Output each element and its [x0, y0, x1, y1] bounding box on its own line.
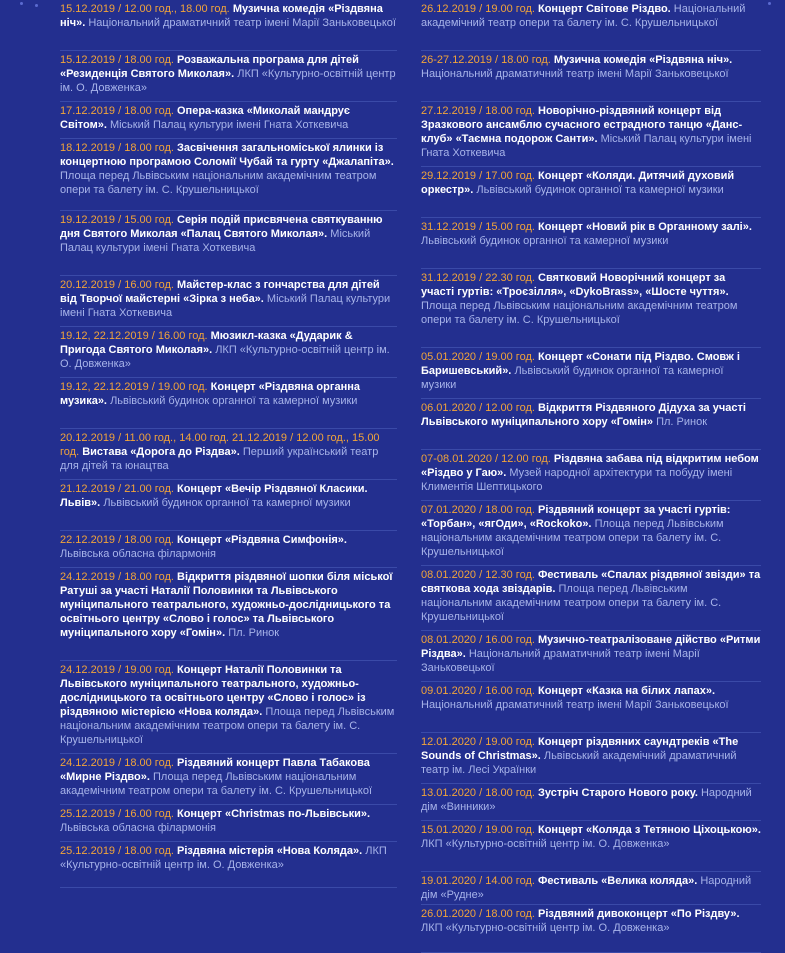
event-date: 29.12.2019 / 17.00 год. — [421, 170, 535, 182]
event-venue: Міський Палац культури імені Гната Хоткевича — [109, 119, 349, 131]
event-title: Концерт «Коляди. Дитячий духовий оркестр». — [421, 170, 735, 196]
event-date: 20.12.2019 / 11.00 год., 14.00 год. 21.12.2019 / 12.00 год., 15.00 год. — [60, 432, 380, 458]
event-title: Різдвяний концерт за участі гуртів: «Торбан», «ягОди», «Rockoko». — [421, 504, 731, 530]
event-venue: Площа перед Львівським національним академічним театром опери та балету ім. С. Крушельницької — [60, 706, 395, 746]
event-item — [60, 276, 397, 327]
event-date: 24.12.2019 / 18.00 год. — [60, 571, 174, 583]
event-item — [60, 139, 397, 211]
event-date: 25.12.2019 / 16.00 год. — [60, 808, 174, 820]
event-item — [421, 821, 761, 872]
event-title: Зустріч Старого Нового року. — [538, 787, 698, 799]
event-venue: Національний драматичний театр імені Марії Заньковецької — [88, 17, 396, 29]
event-date: 19.12.2019 / 15.00 год. — [60, 214, 174, 226]
event-date: 27.12.2019 / 18.00 год. — [421, 105, 535, 117]
event-venue: Львівський будинок органної та камерної музики — [476, 184, 724, 196]
event-date: 24.12.2019 / 19.00 год. — [60, 664, 174, 676]
event-item — [60, 327, 397, 378]
event-venue: Музей народної архітектури та побуду імені Климентія Шептицького — [421, 467, 733, 493]
event-venue: Площа перед Львівським національним академічним театром опери та балету ім. С. Крушельницької — [421, 300, 738, 326]
event-date: 13.01.2020 / 18.00 год. — [421, 787, 535, 799]
event-title: Відкриття Різдвяного Дідуха за участі Львівського муніципального хору «Гомін» — [421, 402, 746, 428]
event-venue: Пл. Ринок — [656, 416, 708, 428]
event-item — [421, 631, 761, 682]
event-venue: Площа перед Львівським національним академічним театром опери та балету ім. С. Крушельницької — [421, 583, 722, 623]
event-venue: ЛКП «Культурно-освітній центр ім. О. Довженка» — [60, 344, 390, 370]
event-item — [60, 480, 397, 531]
event-title: Музично-театралізоване дійство «Ритми Різдва». — [421, 634, 761, 660]
event-venue: ЛКП «Культурно-освітній центр ім. О. Довженка» — [421, 838, 670, 850]
event-date: 18.12.2019 / 18.00 год. — [60, 142, 174, 154]
event-venue: Міський Палац культури імені Гната Хоткевича — [421, 133, 752, 159]
events-column-right — [421, 0, 761, 953]
event-item — [421, 872, 761, 905]
event-item — [60, 211, 397, 276]
event-item — [60, 568, 397, 661]
event-date: 19.01.2020 / 14.00 год. — [421, 875, 535, 887]
event-venue: Львівський будинок органної та камерної музики — [421, 365, 724, 391]
event-title: Концерт «Різдвяна Симфонія». — [177, 534, 347, 546]
event-date: 15.01.2020 / 19.00 год. — [421, 824, 535, 836]
event-item — [421, 784, 761, 821]
event-title: Серія подій присвячена святкуванню дня Святого Миколая «Палац Святого Миколая». — [60, 214, 383, 240]
event-venue: ЛКП «Культурно-освітній центр ім. О. Довженка» — [60, 68, 396, 94]
event-title: Концерт «Вечір Різдвяної Класики. Львів». — [60, 483, 368, 509]
event-item — [421, 102, 761, 167]
event-title: Концерт різдвяних саундтреків «The Sounds of Christmas». — [421, 736, 739, 762]
event-title: Концерт «Різдвяна органна музика». — [60, 381, 360, 407]
event-date: 12.01.2020 / 19.00 год. — [421, 736, 535, 748]
event-item — [421, 566, 761, 631]
event-item — [421, 399, 761, 450]
event-venue: Львівський будинок органної та камерної музики — [421, 235, 669, 247]
event-title: Концерт «Сонати під Різдво. Смовж і Баришевський». — [421, 351, 740, 377]
event-title: Відкриття різдвяної шопки біля міської Ратуші за участі Наталії Половинки та Львівського муніципального театрального, художньо-дослідницького та освітнього центру «Слово і голос» та Львівського муніципального хору «Гомін». — [60, 571, 393, 639]
event-title: Фестиваль «Велика коляда». — [538, 875, 698, 887]
event-title: Вистава «Дорога до Різдва». — [82, 446, 240, 458]
event-date: 24.12.2019 / 18.00 год. — [60, 757, 174, 769]
event-date: 06.01.2020 / 12.00 год. — [421, 402, 535, 414]
event-title: Різдвяна забава під відкритим небом «Різдво у Гаю». — [421, 453, 759, 479]
event-venue: Національний академічний театр опери та балету ім. С. Крушельницької — [421, 3, 746, 29]
event-venue: Міський Палац культури імені Гната Хоткевича — [60, 228, 371, 254]
event-venue: Народний дім «Винники» — [421, 787, 752, 813]
event-venue: Площа перед Львівським національним академічним театром опери та балету ім. С. Крушельницької — [421, 518, 724, 558]
event-venue: Площа перед Львівським національним академічним театром опери та балету ім. С. Крушельницької — [60, 170, 377, 196]
event-item — [60, 661, 397, 754]
event-date: 20.12.2019 / 16.00 год. — [60, 279, 174, 291]
event-title: Мюзикл-казка «Дударик & Пригода Святого Миколая». — [60, 330, 353, 356]
event-item — [60, 805, 397, 842]
event-item — [421, 218, 761, 269]
event-date: 08.01.2020 / 16.00 год. — [421, 634, 535, 646]
event-venue: Пл. Ринок — [228, 627, 280, 639]
event-title: Майстер-клас з гончарства для дітей від Творчої майстерні «Зірка з неба». — [60, 279, 380, 305]
event-venue: Народний дім «Рудне» — [421, 875, 752, 901]
event-venue: Площа перед Львівським національним академічним театром опери та балету ім. С. Крушельницької — [60, 771, 373, 797]
event-title: Святковий Новорічний концерт за участі гуртів: «Троєзілля», «DykoBrass», «Шосте чуття». — [421, 272, 729, 298]
event-venue: ЛКП «Культурно-освітній центр ім. О. Довженка» — [60, 845, 387, 871]
event-date: 08.01.2020 / 12.30 год. — [421, 569, 535, 581]
event-date: 15.12.2019 / 12.00 год., 18.00 год. — [60, 3, 230, 15]
event-item — [60, 51, 397, 102]
event-title: Фестиваль «Спалах різдвяної звізди» та святкова хода звіздарів. — [421, 569, 761, 595]
event-title: Новорічно-різдвяний концерт від Зразкового ансамблю сучасного естрадного танцю «Данс-клуб» «Таємна подорож Санти». — [421, 105, 743, 145]
event-title: Концерт «Казка на білих лапах». — [538, 685, 716, 697]
event-title: Концерт «Christmas по-Львівськи». — [177, 808, 371, 820]
event-date: 26-27.12.2019 / 18.00 год. — [421, 54, 551, 66]
event-item — [60, 0, 397, 51]
event-date: 26.01.2020 / 18.00 год. — [421, 908, 535, 920]
event-item — [421, 0, 761, 51]
event-item — [421, 348, 761, 399]
event-venue: Міський Палац культури імені Гната Хоткевича — [60, 293, 391, 319]
event-venue: Національний драматичний театр імені Марії Заньковецької — [421, 699, 729, 711]
event-venue: Львівська обласна філармонія — [60, 548, 216, 560]
event-title: Музична комедія «Різдвяна ніч». — [60, 3, 383, 29]
event-item — [421, 905, 761, 953]
event-date: 15.12.2019 / 18.00 год. — [60, 54, 174, 66]
event-item — [421, 501, 761, 566]
event-date: 07-08.01.2020 / 12.00 год. — [421, 453, 551, 465]
event-date: 07.01.2020 / 18.00 год. — [421, 504, 535, 516]
event-date: 31.12.2019 / 22.30 год. — [421, 272, 535, 284]
event-item — [421, 682, 761, 733]
event-title: Концерт Світове Різдво. — [538, 3, 671, 15]
event-date: 21.12.2019 / 21.00 год. — [60, 483, 174, 495]
event-title: Різдвяна містерія «Нова Коляда». — [177, 845, 363, 857]
event-item — [421, 269, 761, 348]
event-item — [60, 102, 397, 139]
event-item — [421, 450, 761, 501]
event-date: 09.01.2020 / 16.00 год. — [421, 685, 535, 697]
events-column-left — [60, 0, 397, 888]
event-venue: Львівський академічний драматичний театр ім. Лесі Українки — [421, 750, 737, 776]
event-title: Різдвяний концерт Павла Табакова «Мирне Різдво». — [60, 757, 370, 783]
event-venue: Львівський будинок органної та камерної музики — [103, 497, 351, 509]
event-date: 05.01.2020 / 19.00 год. — [421, 351, 535, 363]
event-venue: Національний драматичний театр імені Марії Заньковецької — [421, 68, 729, 80]
event-date: 31.12.2019 / 15.00 год. — [421, 221, 535, 233]
event-title: Концерт Наталії Половинки та Львівського муніципального театрального, художньо-дослідницького та освітнього центру «Слово і голос» із різдвяною містерією «Нова коляда». — [60, 664, 366, 718]
event-item — [421, 51, 761, 102]
event-title: Музична комедія «Різдвяна ніч». — [553, 54, 733, 66]
event-venue: Перший український театр для дітей та юнацтва — [60, 446, 379, 472]
event-venue: Львівська обласна філармонія — [60, 822, 216, 834]
event-date: 22.12.2019 / 18.00 год. — [60, 534, 174, 546]
event-title: Концерт «Новий рік в Органному залі». — [538, 221, 752, 233]
event-item — [421, 733, 761, 784]
event-venue: Львівський будинок органної та камерної музики — [110, 395, 358, 407]
event-title: Засвічення загальноміської ялинки із концертною програмою Соломії Чубай та гурту «Джалапіта». — [60, 142, 394, 168]
event-title: Опера-казка «Миколай мандрує Світом». — [60, 105, 350, 131]
event-date: 25.12.2019 / 18.00 год. — [60, 845, 174, 857]
event-date: 19.12, 22.12.2019 / 19.00 год. — [60, 381, 208, 393]
event-title: Розважальна програма для дітей «Резиденція Святого Миколая». — [60, 54, 359, 80]
event-date: 17.12.2019 / 18.00 год. — [60, 105, 174, 117]
event-item — [421, 167, 761, 218]
event-item — [60, 531, 397, 568]
event-item — [60, 842, 397, 888]
event-date: 19.12, 22.12.2019 / 16.00 год. — [60, 330, 208, 342]
event-item — [60, 378, 397, 429]
event-item — [60, 754, 397, 805]
event-venue: Національний драматичний театр імені Марії Заньковецької — [421, 648, 700, 674]
event-venue: ЛКП «Культурно-освітній центр ім. О. Довженка» — [421, 922, 670, 934]
event-title: Концерт «Коляда з Тетяною Ціхоцькою». — [538, 824, 761, 836]
event-title: Різдвяний дивоконцерт «По Різдву». — [538, 908, 740, 920]
event-item — [60, 429, 397, 480]
event-date: 26.12.2019 / 19.00 год. — [421, 3, 535, 15]
